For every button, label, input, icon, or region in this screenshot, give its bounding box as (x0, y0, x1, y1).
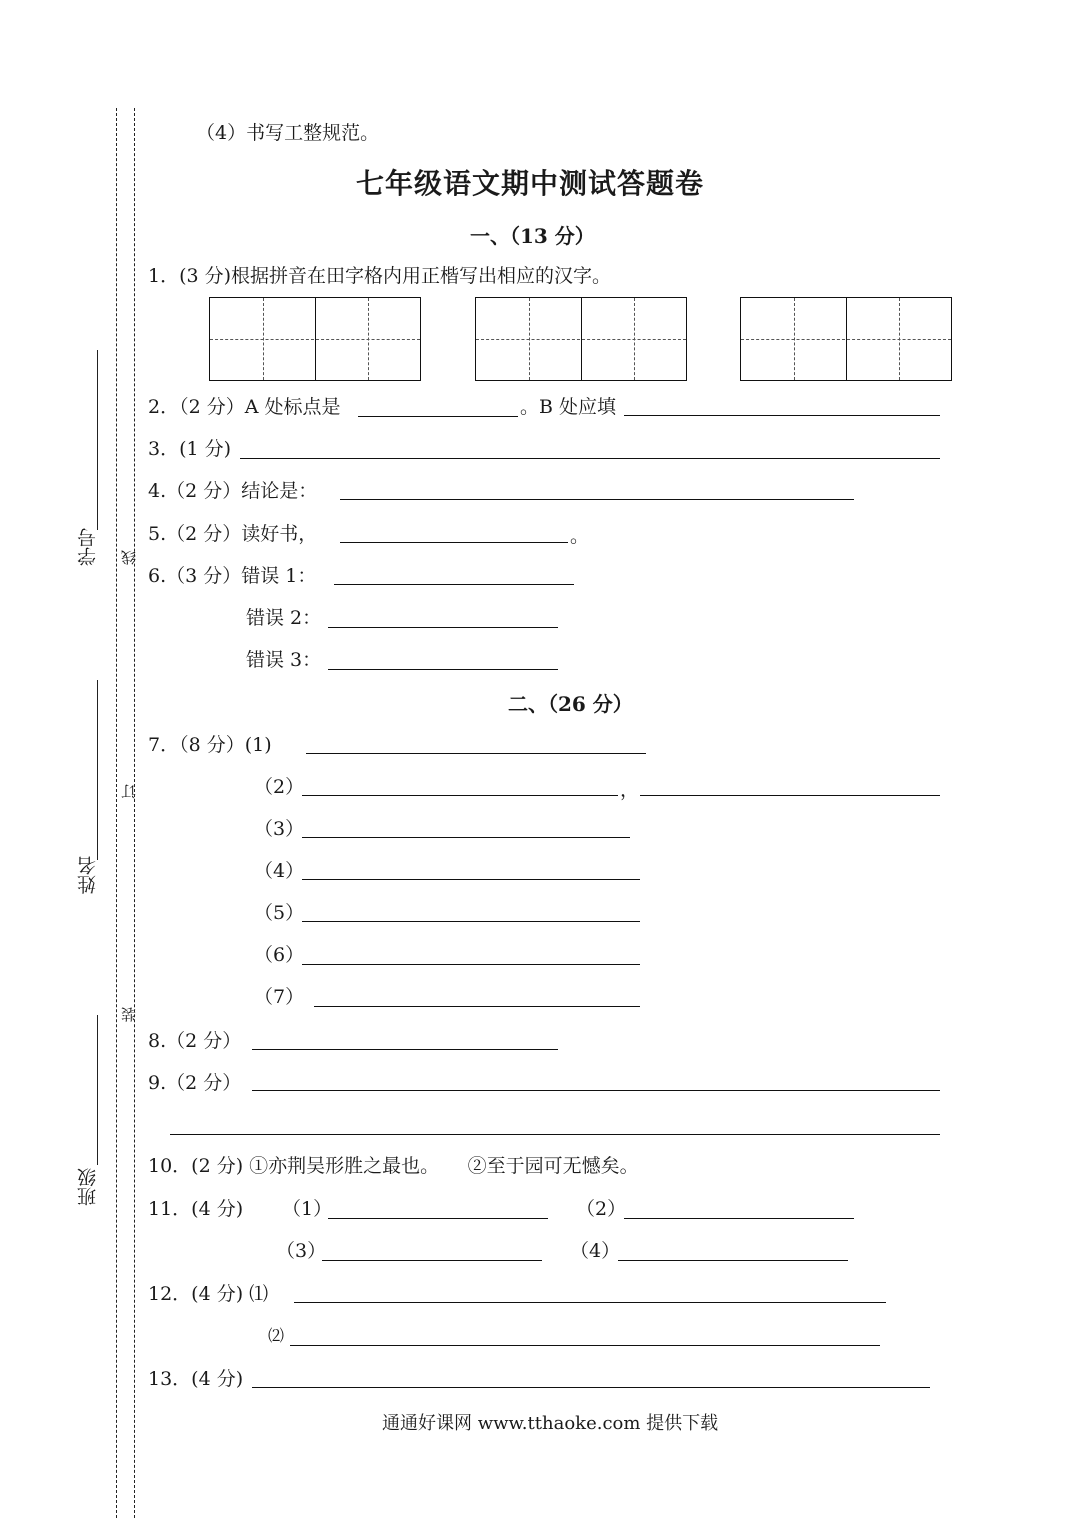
q7-4-line[interactable] (302, 879, 640, 880)
q10-text: 10．(2 分) ①亦荆吴形胜之最也。 ②至于园可无憾矣。 (148, 1155, 639, 1177)
xingming-label: 姓名 (77, 856, 99, 894)
xuehao-label: 学号 (77, 528, 99, 566)
tianzige-group-3[interactable] (740, 297, 952, 381)
q8-text: 8.（2 分） (148, 1030, 242, 1052)
section-1-heading: 一、（13 分） (470, 224, 595, 248)
zhuang-mark: 装 (120, 1007, 138, 1022)
q11-1-line[interactable] (328, 1218, 548, 1219)
xingming-fill-line (97, 680, 98, 860)
q9-text: 9.（2 分） (148, 1072, 242, 1094)
q12-1-line[interactable] (294, 1302, 886, 1303)
q7-1-line[interactable] (306, 753, 646, 754)
q7-2-comma: ， (620, 779, 640, 801)
q12-2-line[interactable] (290, 1345, 880, 1346)
xian-mark: 线 (120, 550, 138, 565)
page-title: 七年级语文期中测试答题卷 (356, 167, 705, 200)
binding-dashed-line-inner (134, 108, 135, 1518)
q11-4-label: （4） (570, 1240, 621, 1262)
q3-answer-line[interactable] (240, 458, 940, 459)
q2-answer-a-line[interactable] (358, 416, 518, 417)
q5-text-b: 。 (570, 525, 590, 547)
q6-error3-line[interactable] (328, 669, 558, 670)
q5-answer-line[interactable] (340, 542, 568, 543)
q7-5-label: （5） (254, 902, 305, 924)
q9-answer-line-2[interactable] (170, 1134, 940, 1135)
q7-4-label: （4） (254, 860, 305, 882)
q5-text-a: 5.（2 分）读好书， (148, 523, 318, 545)
q11-text: 11．(4 分) (148, 1198, 244, 1220)
q7-5-line[interactable] (302, 921, 640, 922)
q7-6-line[interactable] (302, 964, 640, 965)
q11-3-line[interactable] (322, 1260, 542, 1261)
q7-3-line[interactable] (302, 837, 630, 838)
q9-answer-line-1[interactable] (252, 1090, 940, 1091)
banji-label: 班级 (77, 1168, 99, 1206)
q7-text: 7．（8 分）(1) (148, 734, 272, 756)
q11-2-label: （2） (576, 1198, 627, 1220)
q1-text: 1．(3 分)根据拼音在田字格内用正楷写出相应的汉字。 (148, 265, 612, 287)
section-2-heading: 二、（26 分） (508, 692, 633, 716)
q7-2-label: （2） (254, 776, 305, 798)
top-note: （4）书写工整规范。 (196, 122, 380, 144)
q7-2a-line[interactable] (302, 795, 618, 796)
tianzige-group-2[interactable] (475, 297, 687, 381)
q6-text: 6.（3 分）错误 1： (148, 565, 317, 587)
q2-answer-b-line[interactable] (624, 415, 940, 416)
footer-credit: 通通好课网 www.tthaoke.com 提供下载 (382, 1413, 719, 1434)
ding-mark: 订 (120, 784, 138, 799)
q11-1-label: （1） (282, 1198, 333, 1220)
xuehao-fill-line (97, 350, 98, 530)
q12-2-label: ⑵ (268, 1326, 285, 1345)
q7-7-label: （7） (254, 986, 305, 1008)
q7-3-label: （3） (254, 818, 305, 840)
q6-error1-line[interactable] (334, 584, 574, 585)
banji-fill-line (97, 1015, 98, 1165)
q7-6-label: （6） (254, 944, 305, 966)
q2-text-a: 2．（2 分）A 处标点是 (148, 396, 341, 418)
tianzige-group-1[interactable] (209, 297, 421, 381)
q13-answer-line[interactable] (252, 1387, 930, 1388)
q4-answer-line[interactable] (340, 499, 854, 500)
q6-error2-label: 错误 2： (246, 607, 322, 629)
q4-text: 4.（2 分）结论是： (148, 480, 318, 502)
q11-3-label: （3） (276, 1240, 327, 1262)
q7-7-line[interactable] (314, 1006, 640, 1007)
q12-text: 12．(4 分) ⑴ (148, 1283, 269, 1305)
q11-2-line[interactable] (624, 1218, 854, 1219)
q6-error3-label: 错误 3： (246, 649, 322, 671)
q8-answer-line[interactable] (252, 1049, 558, 1050)
q6-error2-line[interactable] (328, 627, 558, 628)
binding-dashed-line-outer (116, 108, 117, 1518)
q13-text: 13．(4 分) (148, 1368, 244, 1390)
q2-text-b: 。B 处应填 (520, 396, 617, 418)
q3-text: 3．(1 分) (148, 438, 232, 460)
q7-2b-line[interactable] (640, 795, 940, 796)
q11-4-line[interactable] (618, 1260, 848, 1261)
